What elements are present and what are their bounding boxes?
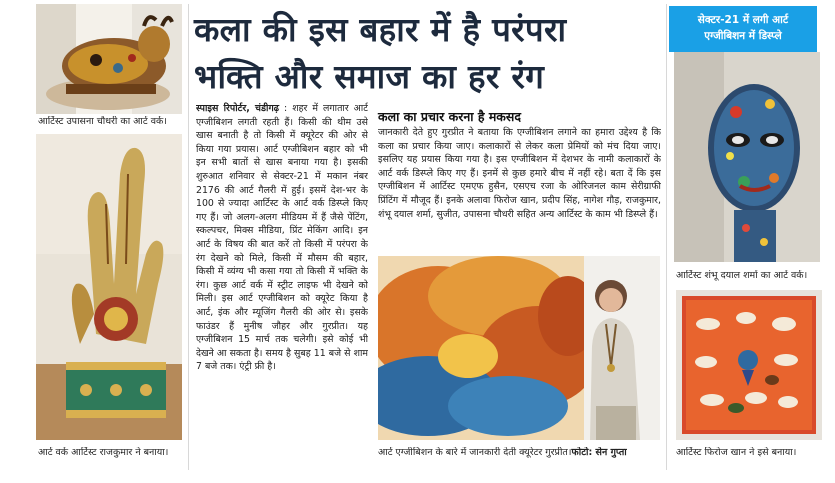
- headline-line-1: कला की इस बहार में है परंपरा: [194, 10, 567, 49]
- divider: [188, 4, 189, 470]
- photo-animals-painting: [676, 290, 822, 440]
- caption-bottom-left: आर्ट वर्क आर्टिस्ट राजकुमार ने बनाया।: [38, 447, 169, 458]
- headline-line-2: भक्ति और समाज का हर रंग: [194, 57, 545, 96]
- article-column-2: जानकारी देते हुए गुरप्रीत ने बताया कि एग्जीबिशन लगाने का हमारा उद्देश्य है कि कला का प्रचार किया जाए। कलाकारों से लेकर कला प्रेमियों को मंच दिया जाए। इसलिए यह प्रयास किया गया है। इस एग्जीबिशन में देशभर के नामी कलाकारों के आर्ट वर्क डिस्प्ले किए गए हैं। इनमें से कुछ हमारे बीच में नहीं रहे। बता दें कि इस एग्जीबिशन में आर्टिस्ट एमएफ हुसैन, एसएच रजा के ओरिजनल काम सेरीग्राफी प्रिंटिंग में मौजूद हैं। इनके अलावा फिरोज खान, प्रदीप सिंह, नागेश गौड़, राजकुमार, शंभू दयाल शर्मा, सुजीत, उपासना चौधरी सहित अन्य आर्टिस्ट के काम भी डिस्प्ले हैं।: [378, 127, 661, 220]
- headline: [194, 6, 664, 100]
- caption-right-bottom: आर्टिस्ट फिरोज खान ने इसे बनाया।: [676, 447, 797, 458]
- caption-center-text: आर्ट एग्जीबिशन के बारे में जानकारी देती क्यूरेटर गुरप्रीत।: [378, 447, 572, 458]
- badge-line-2: एग्जीबिशन में डिस्प्ले: [704, 30, 782, 42]
- article-column-1: स्पाइस रिपोर्टर, चंडीगढ़ : शहर में लगातार आर्ट एग्जीबिशन लगती रहती हैं। किसी की थीम उसे खास बनाती है तो किसी में क्यूरेटर की ओर से किया गया प्रयास। आर्ट एग्जीबिशन बहार को भी इन सभी बातों से खास बनाया गया है। इसकी शुरुआत शनिवार से सेक्टर-21 में मकान नंबर 2176 की आर्ट गैलरी में हुई। इसमें देश-भर के 100 से ज्यादा आर्टिस्ट के आर्ट वर्क डिस्प्ले किए गए हैं। जो अलग-अलग मीडियम में हैं जैसे पेंटिंग, स्कल्पचर, मिक्स मीडिया, प्रिंट मेकिंग आदि। इन आर्ट के विषय की बात करें तो किसी में परंपरा के रंग देखने को मिले, किसी में मौसम की बहार, किसी में व्यंग्य भी कसा गया तो किसी में भक्ति के रंग। कुछ आर्ट वर्क में स्ट्रीट लाइफ भी देखने को मिली। इस आर्ट एग्जीबिशन को क्यूरेट किया है आर्ट, इंक और म्यूजिंग गैलरी की ओर से। इसके फाउंडर हैं मुनीष जौहर और गुरप्रीत। यह एग्जीबिशन 15 मार्च तक चलेगी। इसे कोई भी देखने आ सकता है। समय है सुबह 11 बजे से शाम 7 बजे तक। एंट्री फ्री है।: [196, 103, 368, 373]
- caption-top-left: आर्टिस्ट उपासना चौधरी का आर्ट वर्क।: [38, 116, 167, 127]
- caption-right-top: आर्टिस्ट शंभू दयाल शर्मा का आर्ट वर्क।: [676, 270, 808, 281]
- photo-curator: [378, 256, 660, 440]
- badge-line-1: सेक्टर-21 में लगी आर्ट: [697, 14, 789, 26]
- photo-hand-sculpture: [36, 134, 182, 440]
- article-byline: स्पाइस रिपोर्टर, चंडीगढ़: [196, 103, 280, 114]
- photo-bull-artwork: [36, 4, 182, 114]
- article-subhead: कला का प्रचार करना है मकसद: [378, 109, 521, 124]
- divider: [666, 4, 667, 470]
- article-column-1-text: शहर में लगातार आर्ट एग्जीबिशन लगती रहती हैं। किसी की थीम उसे खास बनाती है तो किसी में क्यूरेटर की ओर से किया गया प्रयास। आर्ट एग्जीबिशन बहार को भी इन सभी बातों से खास बनाया गया है। इसकी शुरुआत शनिवार से सेक्टर-21 में मकान नंबर 2176 की आर्ट गैलरी में हुई। इसमें देश-भर के 100 से ज्यादा आर्टिस्ट के आर्ट वर्क डिस्प्ले किए गए हैं। जो अलग-अलग मीडियम में हैं जैसे पेंटिंग, स्कल्पचर, मिक्स मीडिया, प्रिंट मेकिंग आदि। इन आर्ट के विषय की बात करें तो किसी में परंपरा के रंग देखने को मिले, किसी में मौसम की बहार, किसी में व्यंग्य भी कसा गया तो किसी में भक्ति के रंग। कुछ आर्ट वर्क में स्ट्रीट लाइफ भी देखने को मिली। इस आर्ट एग्जीबिशन को क्यूरेट किया है आर्ट, इंक और म्यूजिंग गैलरी की ओर से। इसके फाउंडर हैं मुनीष जौहर और गुरप्रीत। यह एग्जीबिशन 15 मार्च तक चलेगी। इसे कोई भी देखने आ सकता है। समय है सुबह 11 बजे से शाम 7 बजे तक। एंट्री फ्री है।: [196, 103, 368, 373]
- photo-face-sculpture: [674, 52, 820, 262]
- caption-center: [378, 447, 627, 459]
- section-badge: [669, 6, 817, 52]
- caption-center-credit: फोटो: सेन गुप्ता: [571, 447, 627, 458]
